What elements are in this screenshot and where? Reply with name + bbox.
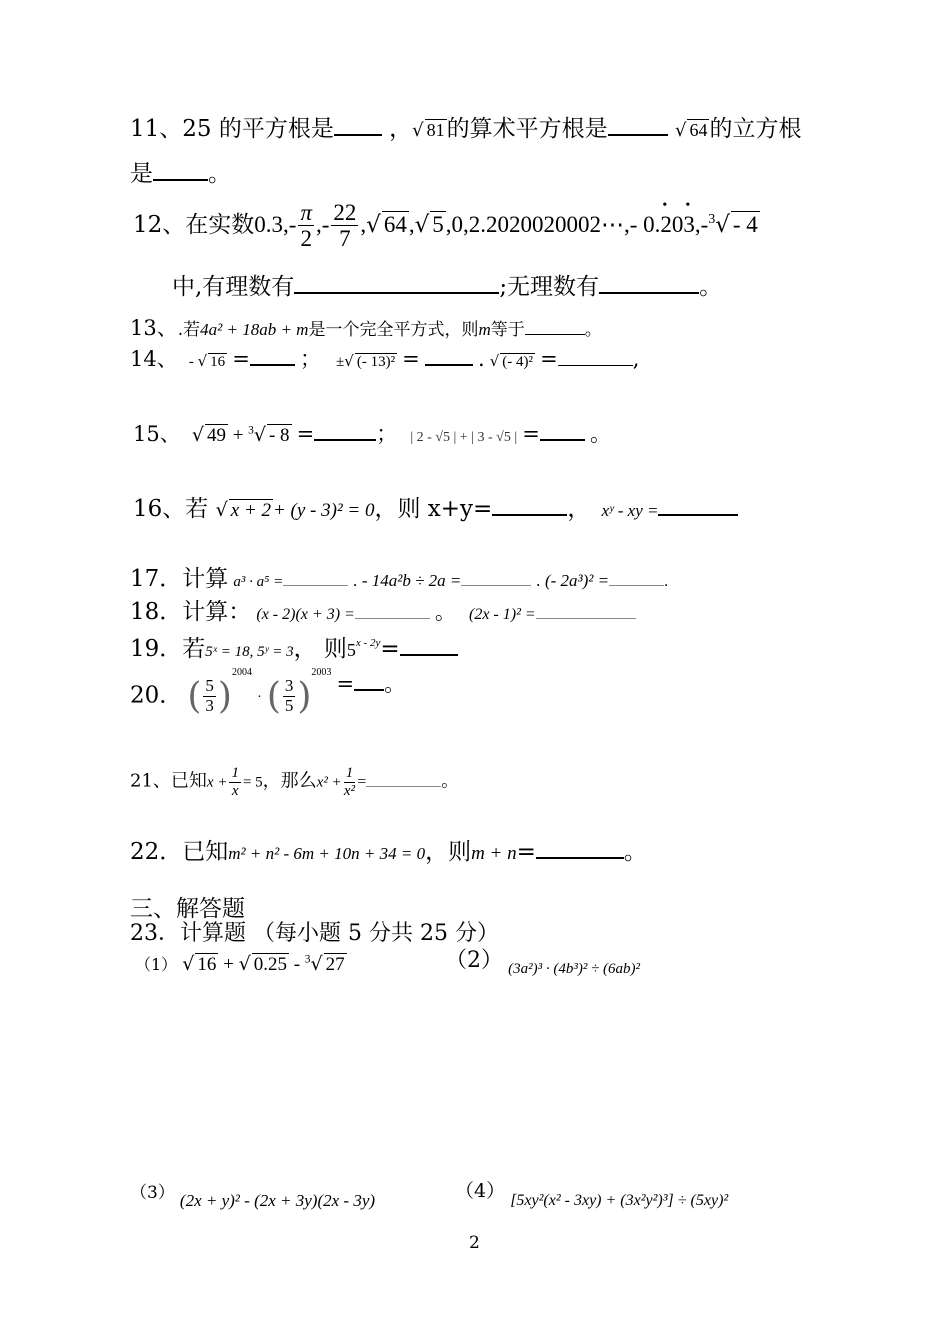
q19-text-a: 19．若 bbox=[130, 636, 206, 662]
q15-plus: + bbox=[232, 425, 244, 446]
q12-radicand-64: 64 bbox=[383, 211, 407, 237]
q17-text: 17．计算 bbox=[130, 566, 229, 592]
q15-end: 。 bbox=[589, 422, 611, 446]
q21-denominator-x2: x² bbox=[343, 782, 356, 799]
q22-m-plus-n: m + n bbox=[471, 843, 517, 864]
q12-numerator-22: 22 bbox=[333, 200, 357, 225]
q16-text-c: ，则 x+y= bbox=[374, 496, 493, 522]
q14-neg-sign: - bbox=[188, 354, 194, 370]
q11-blank-3 bbox=[153, 178, 208, 181]
q15-number: 15、 bbox=[133, 422, 181, 446]
q19-exponent: x - 2y bbox=[355, 636, 381, 649]
q13-variable-m: m bbox=[478, 320, 491, 339]
question-12-line-1: 12、在实数0.3,- $\frac{\pi}{2}$ ,- $\frac{22}{7}$ ,√ 64,√ 5,0,2.2020020002⋯,- 0.• 20• 3,-$^3$√ - 4 bbox=[133, 200, 760, 252]
q12-sep-1: ,- bbox=[315, 211, 330, 237]
q20-dot: · bbox=[257, 690, 262, 705]
question-11-line-1: 11、25 的平方根是 ，√ 81的算术平方根是 √ 64的立方根 bbox=[130, 116, 802, 142]
q14-radicand-neg13-squared: (- 13)² bbox=[356, 354, 396, 370]
q15-cube-index: 3 bbox=[248, 424, 254, 437]
q15-absolute-expression: | 2 - √5 | + | 3 - √5 | bbox=[410, 430, 518, 445]
q18-blank-2 bbox=[536, 617, 636, 619]
question-13 bbox=[130, 312, 602, 342]
q12-radicand-neg4: - 4 bbox=[732, 211, 758, 237]
q16-blank-2 bbox=[658, 513, 738, 516]
q11-radicand-81: 81 bbox=[426, 120, 445, 140]
q16-text-a: 16、若 bbox=[133, 496, 209, 522]
question-23-part-4 bbox=[455, 1176, 729, 1209]
q23-expression-4: [5xy²(x² - 3xy) + (3x²y²)³] ÷ (5xy)² bbox=[510, 1192, 729, 1209]
q23-expression-2: (3a²)³ · (4b³)² ÷ (6ab)² bbox=[508, 961, 641, 977]
q15-blank-2 bbox=[540, 438, 585, 441]
question-23-heading: 23．计算题 （每小题 5 分共 25 分） bbox=[130, 921, 499, 946]
q22-text-b: ，则 bbox=[425, 839, 472, 865]
q15-equals-2: = bbox=[522, 422, 540, 446]
q21-x-plus: x + bbox=[206, 774, 228, 791]
q16-expression: + (y - 3)² = 0 bbox=[272, 500, 375, 521]
q22-blank bbox=[536, 856, 624, 859]
q12-denominator-7: 7 bbox=[339, 226, 351, 252]
q17-end: . bbox=[664, 573, 669, 590]
question-18 bbox=[130, 593, 636, 626]
q23-cube-index: 3 bbox=[304, 953, 311, 966]
q19-text-b: ， 则 bbox=[293, 636, 347, 662]
q11-text-a: 11、25 的平方根是 bbox=[130, 116, 334, 142]
q23-radicand-16: 16 bbox=[197, 954, 217, 975]
q23-plus: + bbox=[223, 954, 234, 975]
q23-part-1-label: （1） bbox=[135, 955, 178, 974]
q23-part-4-label: （4） bbox=[455, 1180, 506, 1202]
question-23-part-2 bbox=[445, 943, 641, 977]
q17-expression-3: . (- 2a³)² = bbox=[536, 571, 610, 590]
q14-equals-2: = bbox=[402, 347, 420, 371]
section-3-heading: 三、解答题 bbox=[130, 896, 245, 922]
q23-minus: - bbox=[293, 954, 301, 975]
question-20: 20． ( $\frac{5}{3}$ )$^{2004}$ · ( $\frac{3}{5}$ )$^{2003}$ = 。 bbox=[130, 667, 406, 717]
q11-text-c: 的算术平方根是 bbox=[446, 116, 608, 142]
q13-text-b: 是一个完全平方式，则 bbox=[308, 320, 479, 340]
q11-blank-2 bbox=[608, 133, 668, 136]
question-12-line-2 bbox=[172, 268, 722, 301]
q23-radicand-27: 27 bbox=[325, 954, 345, 975]
q13-text-a: .若 bbox=[177, 320, 201, 340]
q14-comma: , bbox=[632, 347, 640, 371]
q19-given: 5ˣ = 18, 5ʸ = 3 bbox=[205, 644, 294, 660]
q14-blank-3 bbox=[558, 364, 633, 366]
q11-text-e: 是 bbox=[130, 161, 153, 187]
q12-cube-index: 3 bbox=[708, 211, 716, 227]
q19-equals: = bbox=[380, 636, 400, 662]
q12-repeating-digit-3: • 3 bbox=[683, 212, 695, 238]
q16-blank-1 bbox=[492, 513, 567, 516]
q17-blank-2 bbox=[461, 584, 531, 586]
q15-radicand-neg8: - 8 bbox=[268, 425, 290, 446]
q21-blank bbox=[366, 785, 441, 787]
q21-text-a: 21、已知 bbox=[130, 770, 207, 792]
q12-pi: π bbox=[300, 200, 312, 225]
question-16: 16、若 √ x + 2 + (y - 3)² = 0，则 x+y= ， xʸ - xy = bbox=[133, 490, 738, 523]
q20-frac2-denominator: 5 bbox=[284, 696, 294, 715]
q19-blank bbox=[400, 653, 458, 656]
q12-blank-irrational bbox=[599, 291, 699, 294]
q16-expression-2: xʸ - xy = bbox=[601, 501, 659, 520]
q21-end: 。 bbox=[441, 771, 459, 792]
q21-numerator-1: 1 bbox=[231, 765, 239, 781]
q15-equals-1: = bbox=[296, 422, 315, 446]
q14-equals-1: = bbox=[232, 347, 250, 371]
q12-sep-2: , bbox=[360, 211, 367, 237]
q17-expression-1: a³ · a⁵ = bbox=[233, 574, 284, 590]
q21-numerator-1b: 1 bbox=[345, 765, 354, 781]
question-17 bbox=[130, 560, 668, 593]
q12-denominator-2: 2 bbox=[300, 226, 312, 252]
q12-digit-0: 0 bbox=[671, 211, 684, 237]
q21-denominator-x: x bbox=[231, 782, 239, 799]
q16-comma: ， bbox=[567, 496, 591, 522]
q15-radicand-49: 49 bbox=[206, 425, 226, 446]
q20-frac2-numerator: 3 bbox=[284, 676, 294, 696]
q20-blank bbox=[354, 688, 384, 691]
q14-blank-1 bbox=[250, 363, 295, 366]
question-23-part-3 bbox=[130, 1178, 376, 1210]
q19-base: 5 bbox=[346, 640, 356, 660]
q21-equals: = bbox=[357, 773, 367, 791]
q14-number: 14、 bbox=[130, 347, 178, 371]
q22-equals: = bbox=[516, 839, 536, 865]
q21-text-b: ，那么 bbox=[262, 770, 317, 792]
q21-x2-plus: x² + bbox=[316, 774, 342, 791]
q20-equals: = bbox=[336, 671, 355, 696]
q11-blank-1 bbox=[334, 133, 382, 136]
q16-radicand-x-plus-2: x + 2 bbox=[230, 500, 271, 521]
q20-number: 20． bbox=[130, 682, 183, 709]
q12-radicand-5: 5 bbox=[432, 211, 444, 237]
q12-irrational-label: ;无理数有 bbox=[499, 274, 600, 300]
q23-expression-3: (2x + y)² - (2x + 3y)(2x - 3y) bbox=[179, 1191, 376, 1210]
question-14: 14、 - √ 16 = ； ±√ (- 13)² = . √ (- 4)² = , bbox=[130, 347, 640, 371]
q23-part-2-label: （2） bbox=[445, 948, 503, 973]
q18-expression-2: (2x - 1)² = bbox=[469, 606, 536, 623]
q11-radicand-64: 64 bbox=[689, 120, 708, 140]
question-23-part-1: （1） √ 16 + √ 0.25 - $^3$√ 27 bbox=[135, 953, 345, 975]
q14-radicand-16: 16 bbox=[210, 354, 226, 370]
q14-semicolon: ； bbox=[299, 347, 321, 371]
question-22 bbox=[130, 833, 647, 866]
q12-repeating-digit-2: • 2 bbox=[660, 212, 672, 238]
question-19 bbox=[130, 630, 458, 663]
q13-number: 13、 bbox=[130, 316, 178, 340]
q18-separator: 。 bbox=[434, 600, 456, 624]
q13-blank bbox=[525, 333, 585, 335]
q12-text-a: 12、在实数 bbox=[133, 211, 255, 238]
q21-equals-5: = 5 bbox=[242, 774, 263, 791]
q12-rational-label: 中,有理数有 bbox=[172, 274, 295, 300]
q12-sep-3: ,- bbox=[694, 211, 709, 237]
q13-text-c: 等于 bbox=[490, 320, 525, 340]
q20-exponent-2003: 2003 bbox=[311, 667, 332, 678]
question-21 bbox=[130, 765, 458, 799]
q18-blank-1 bbox=[355, 617, 430, 619]
q17-blank-3 bbox=[609, 584, 664, 586]
q11-text-d: 的立方根 bbox=[709, 116, 802, 142]
q14-equals-3: = bbox=[540, 347, 558, 371]
q12-end: 。 bbox=[699, 274, 723, 300]
q13-expression: 4a² + 18ab + m bbox=[200, 320, 309, 339]
q14-radicand-neg4-squared: (- 4)² bbox=[502, 354, 534, 370]
question-15: 15、 √ 49 + $^3$√ - 8 = ； | 2 - √5 | + | 3 - √5 | = 。 bbox=[133, 422, 611, 446]
q17-expression-2: . - 14a²b ÷ 2a = bbox=[353, 571, 462, 590]
q18-expression-1: (x - 2)(x + 3) = bbox=[256, 606, 355, 623]
q20-frac1-numerator: 5 bbox=[205, 676, 214, 696]
q15-blank-1 bbox=[314, 438, 376, 441]
q14-dot: . bbox=[477, 347, 485, 371]
q20-frac1-denominator: 3 bbox=[205, 696, 214, 715]
q13-end: 。 bbox=[584, 320, 602, 340]
q14-blank-2 bbox=[425, 363, 473, 366]
page-number: 2 bbox=[469, 1233, 480, 1253]
q14-plus-minus: ± bbox=[336, 354, 345, 370]
q17-blank-1 bbox=[283, 584, 348, 586]
q22-text-a: 22．已知 bbox=[130, 839, 229, 865]
q12-value-series: ,0,2.2020020002⋯,- 0. bbox=[445, 211, 661, 237]
q15-semicolon: ； bbox=[376, 422, 398, 446]
q23-part-3-label: （3） bbox=[130, 1183, 175, 1203]
q11-text-f: 。 bbox=[208, 161, 231, 187]
q22-equation: m² + n² - 6m + 10n + 34 = 0 bbox=[228, 844, 426, 863]
q20-end: 。 bbox=[384, 671, 406, 696]
question-11-line-2 bbox=[130, 155, 231, 188]
q11-text-b: ， bbox=[389, 116, 413, 142]
q18-text: 18．计算： bbox=[130, 599, 252, 625]
q22-end: 。 bbox=[623, 839, 647, 865]
q20-exponent-2004: 2004 bbox=[231, 667, 252, 678]
q12-blank-rational bbox=[294, 291, 499, 294]
q12-value-0-3: 0.3,- bbox=[254, 211, 297, 237]
q23-radicand-0-25: 0.25 bbox=[253, 954, 287, 975]
